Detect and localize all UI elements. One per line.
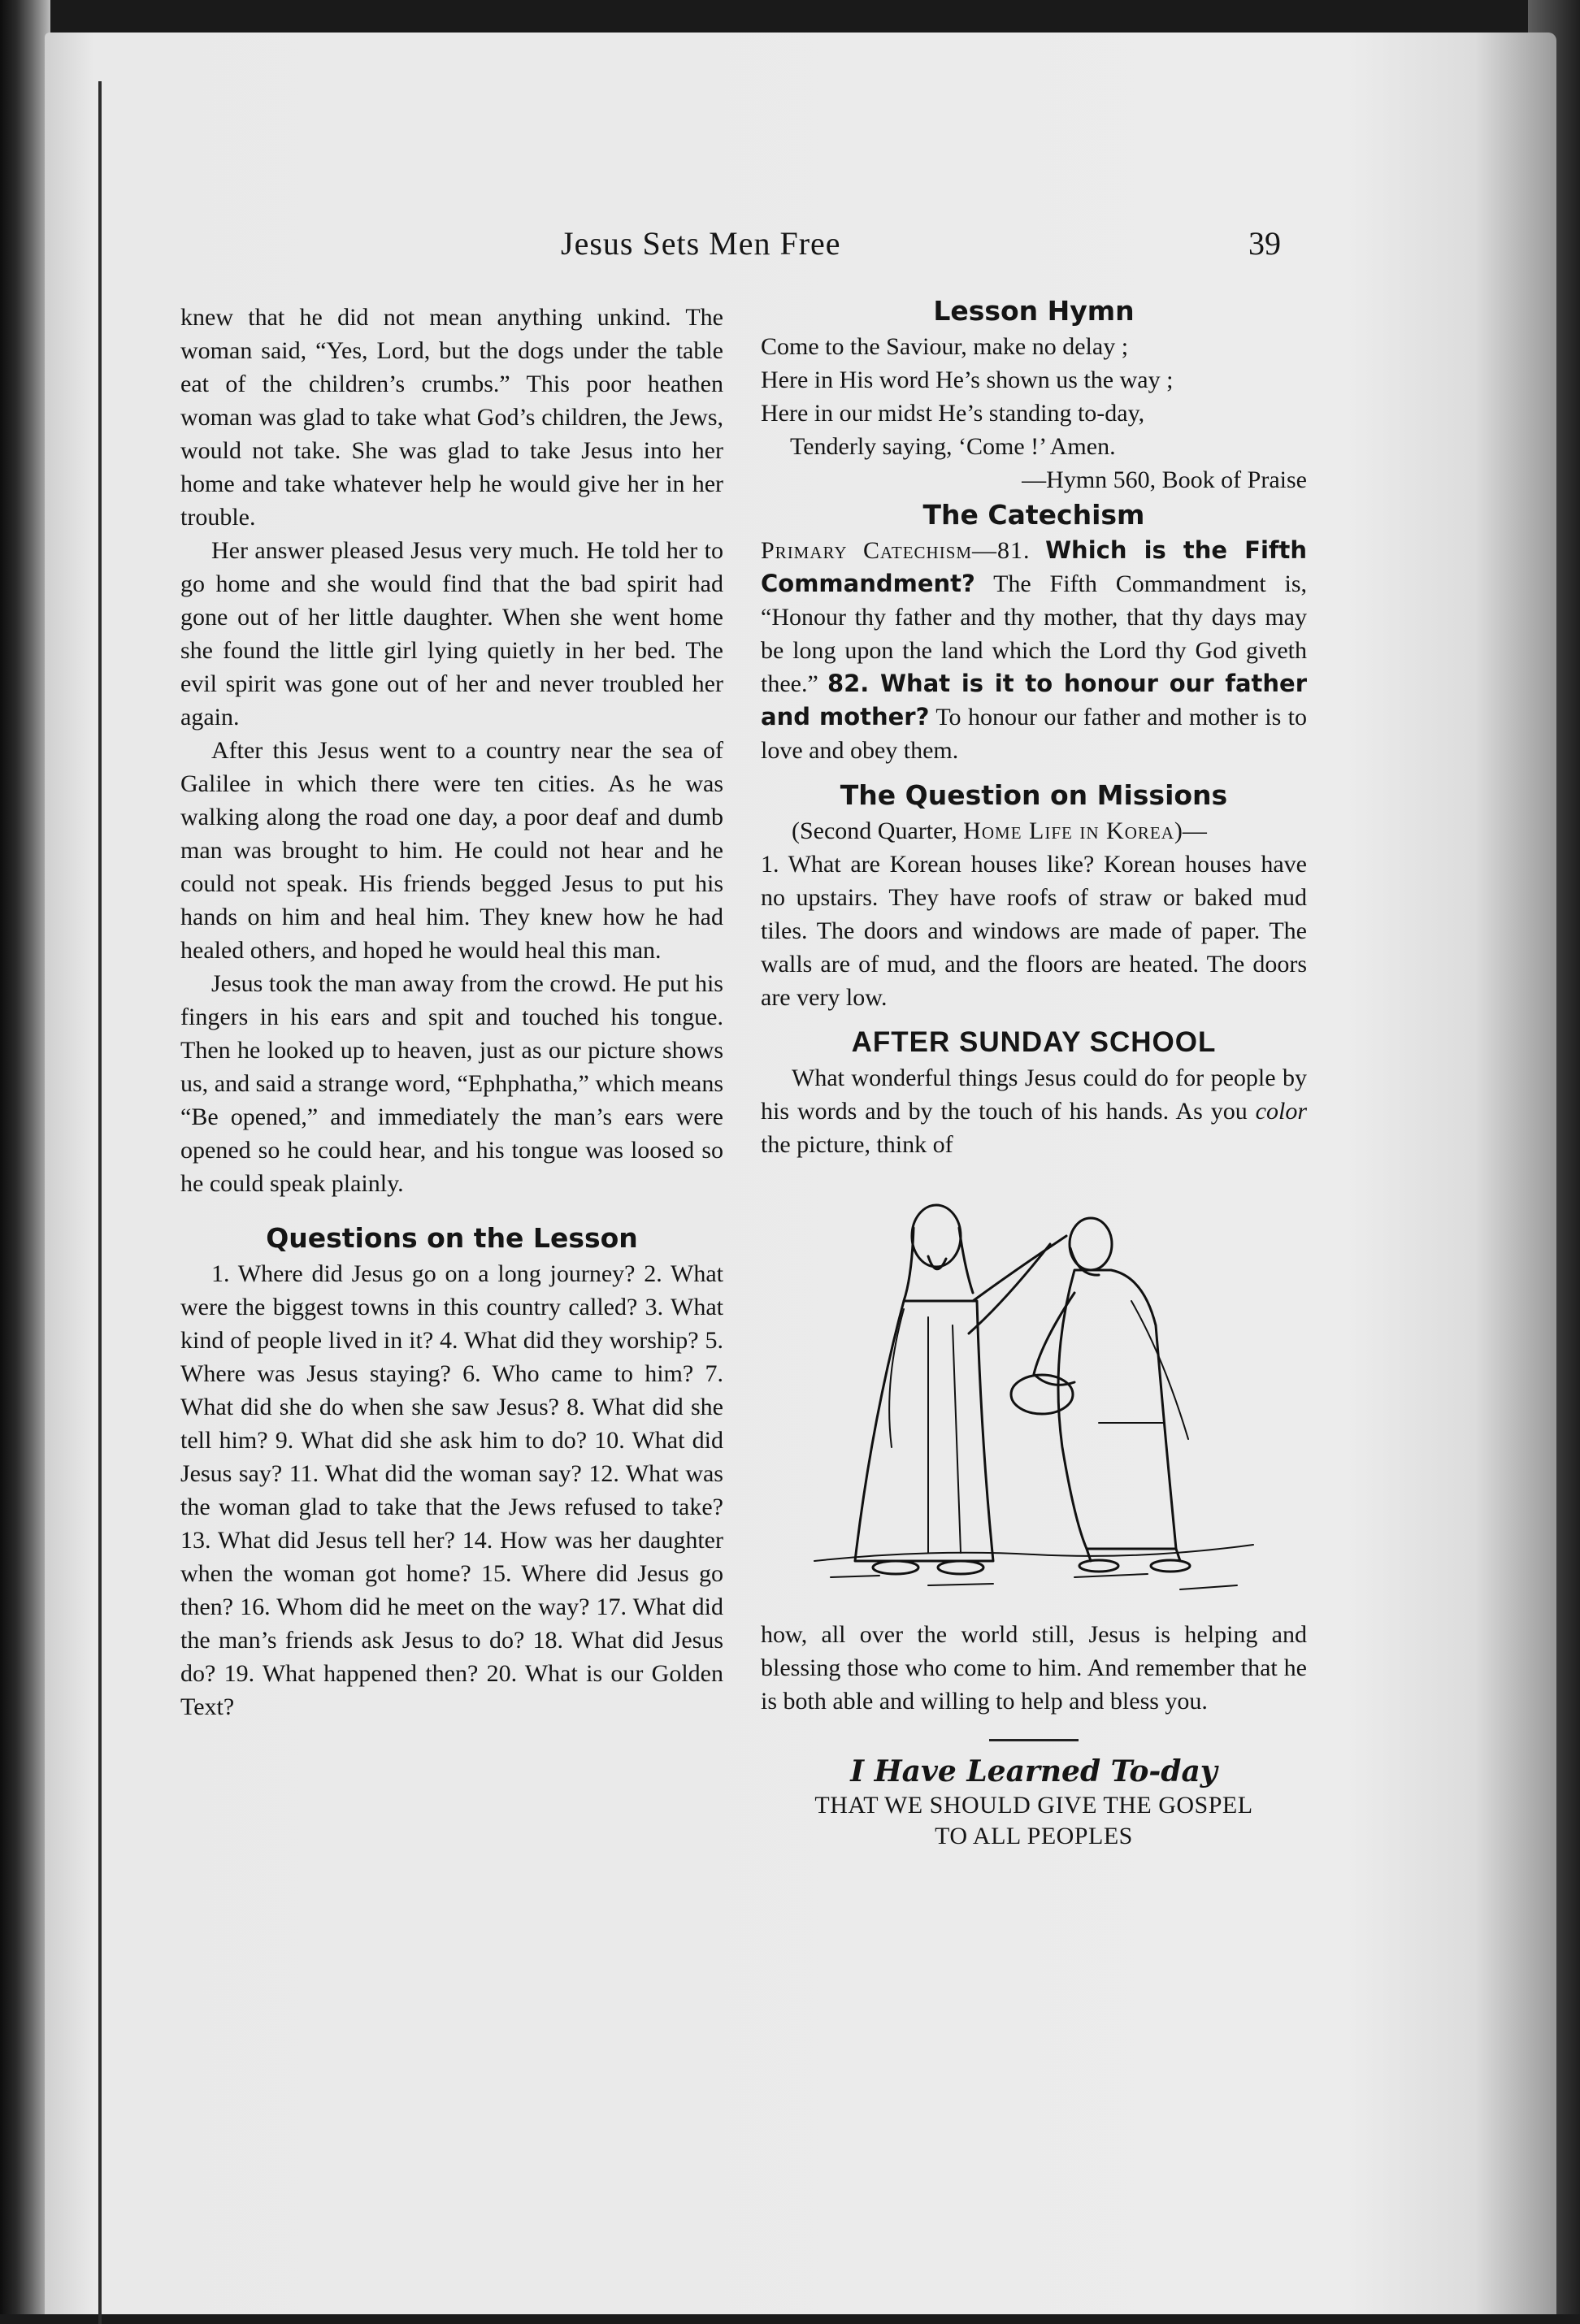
missions-intro-end: )— [1174, 817, 1207, 844]
hymn-verse [761, 330, 1307, 496]
page-gutter-line [98, 81, 102, 2324]
right-column [761, 293, 1307, 1852]
catechism-label: Primary Catechism—81. [761, 537, 1031, 564]
after-text-part: the picture, think of [761, 1131, 953, 1158]
after-school-text [761, 1061, 1307, 1161]
questions-heading: Questions on the Lesson [266, 1222, 638, 1254]
learned-today-line: THAT WE SHOULD GIVE THE GOSPEL [814, 1792, 1253, 1819]
catechism-heading: The Catechism [922, 499, 1145, 531]
missions-intro: (Second Quarter, [792, 817, 964, 844]
page-number: 39 [1248, 225, 1281, 262]
catechism-answer: The Fifth Commandment is, “Honour thy father and thy mother, that thy days may be long upon the land which the Lord thy God giveth thee.” [761, 570, 1307, 697]
running-title: Jesus Sets Men Free [561, 225, 841, 262]
learned-today-line: TO ALL PEOPLES [935, 1823, 1133, 1849]
missions-heading: The Question on Missions [840, 779, 1228, 811]
paragraph: knew that he did not mean anything unkind. The woman said, “Yes, Lord, but the dogs under the table eat of the children’s crumbs.” This poor heathen woman was glad to take what God’s children, the Jews, would not take. She was glad to take Jesus into her home and take whatever help he would give her in her trouble. [180, 304, 723, 531]
hymn-line: Come to the Saviour, make no delay ; [761, 333, 1129, 360]
hymn-heading: Lesson Hymn [933, 295, 1135, 327]
after-school-heading: AFTER SUNDAY SCHOOL [851, 1026, 1217, 1058]
paragraph: Jesus took the man away from the crowd. He put his fingers in his ears and spit and touched his tongue. Then he looked up to heaven, just as our picture shows us, and said a strange word, “Ephphatha,” which means “Be opened,” and immediately the man’s ears were opened so he could hear, and his tongue was loosed so he could speak plainly. [180, 970, 723, 1197]
after-text-part: What wonderful things Jesus could do for people by his words and by the touch of his hands. As you [761, 1064, 1307, 1125]
missions-subject: Home Life in Korea [963, 817, 1174, 844]
missions-text [761, 814, 1307, 848]
hymn-line: Here in His word He’s shown us the way ; [761, 366, 1174, 393]
hymn-line: Here in our midst He’s standing to-day, [761, 400, 1145, 427]
hymn-source: —Hymn 560, Book of Praise [1022, 466, 1307, 493]
after-text-emphasis: color [1255, 1098, 1307, 1125]
book-binding-edge [0, 0, 50, 2314]
hymn-line: Tenderly saying, ‘Come !’ Amen. [790, 433, 1116, 460]
jesus-healing-illustration [806, 1179, 1261, 1602]
left-column [180, 301, 723, 1723]
missions-answer: 1. What are Korean houses like? Korean houses have no upstairs. They have roofs of straw or baked mud tiles. The doors and windows are made of paper. The walls are of mud, and the floors are heated. The doors are very low. [761, 851, 1307, 1011]
catechism-question: 82. What is it to honour our father and mother? [761, 670, 1307, 731]
divider-rule [989, 1739, 1079, 1741]
catechism-answer: To honour our father and mother is to love and obey them. [761, 704, 1307, 764]
catechism-text [761, 534, 1307, 767]
after-school-text-continued: how, all over the world still, Jesus is helping and blessing those who come to him. And remember that he is both able and willing to help and bless you. [761, 1621, 1307, 1715]
learned-today-title: I Have Learned To-day [850, 1754, 1218, 1789]
catechism-question: Which is the Fifth Commandment? [761, 536, 1308, 597]
paragraph: After this Jesus went to a country near the sea of Galilee in which there were ten cities. As he was walking along the road one day, a poor deaf and dumb man was brought to him. He could not hear and he could not speak. His friends begged Jesus to put his hands on him and heal him. They knew how he had healed others, and hoped he would heal this man. [180, 737, 723, 964]
questions-list: 1. Where did Jesus go on a long journey? 2. What were the biggest towns in this country called? 3. What kind of people lived in it? 4. What did they worship? 5. Where was Jesus staying? 6. Who came to him? 7. What did she do when she saw Jesus? 8. What did she tell him? 9. What did she ask him to do? 10. What did Jesus say? 11. What did the woman say? 12. What was the woman glad to take that the Jews refused to take? 13. What did Jesus tell her? 14. How was her daughter when the woman got home? 15. Where did Jesus go then? 16. Whom did he meet on the way? 17. What did the man’s friends ask Jesus to do? 18. What did Jesus do? 19. What happened then? 20. What is our Golden Text? [180, 1260, 723, 1720]
paragraph: Her answer pleased Jesus very much. He told her to go home and she would find that the bad spirit had gone out of her little daughter. When she went home she found the little girl lying quietly in her bed. The evil spirit was gone out of her and never troubled her again. [180, 537, 723, 731]
